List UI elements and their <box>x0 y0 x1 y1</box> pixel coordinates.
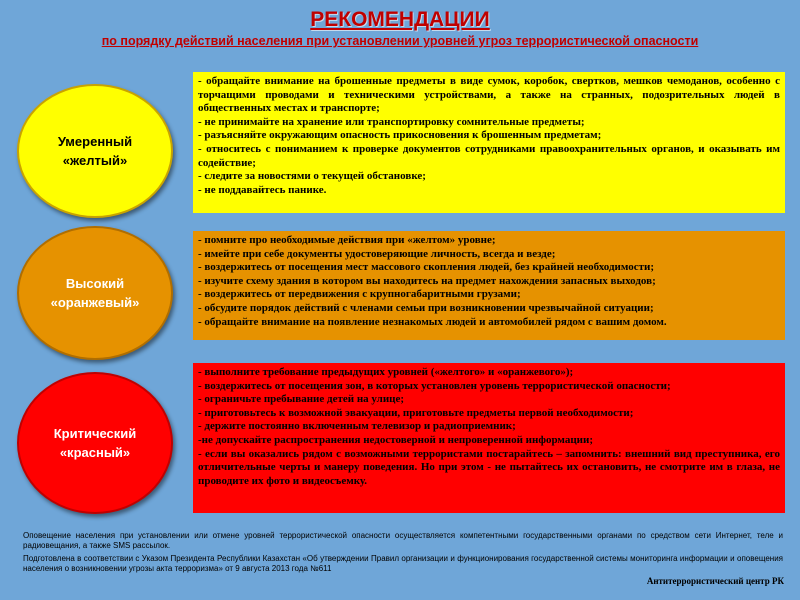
list-item: - не принимайте на хранение или транспортировку сомнительные предметы; <box>198 115 585 128</box>
notes <box>23 531 783 577</box>
level-red-name: Критический <box>53 426 137 441</box>
level-yellow-color: «желтый» <box>62 153 128 168</box>
list-item: - относитесь с пониманием к проверке документов сотрудниками правоохранительных органов, и оказывать им содействие; <box>198 142 780 169</box>
list-item: - следите за новостями о текущей обстановке; <box>198 170 426 183</box>
list-item: -не допускайте распространения недостоверной и непроверенной информации; <box>198 433 593 446</box>
level-red-recommendations <box>193 363 785 513</box>
level-orange-recommendations <box>193 231 785 340</box>
level-orange-badge <box>17 226 173 360</box>
page-subtitle: по порядку действий населения при установлении уровней угроз террористической опасности <box>101 34 699 48</box>
footer-organization: Антитеррористический центр РК <box>646 576 784 586</box>
list-item: - обращайте внимание на брошенные предметы в виде сумок, коробок, свертков, мешков чемоданов, особенно с торчащими проводами и техническими устройствами, а также на странных, подозрительных людей в общественных местах и транспорте; <box>198 75 780 115</box>
level-red-badge <box>17 372 173 514</box>
list-item: - выполните требование предыдущих уровней («желтого» и «оранжевого»); <box>198 366 574 378</box>
list-item: - помните про необходимые действия при «желтом» уровне; <box>198 234 496 246</box>
list-item: - воздержитесь от посещения зон, в которых установлен уровень террористической опасности; <box>198 379 671 392</box>
level-orange-color: «оранжевый» <box>50 295 140 310</box>
level-yellow-name: Умеренный <box>57 134 133 149</box>
list-item: - воздержитесь от посещения мест массового скопления людей, без крайней необходимости; <box>198 261 655 274</box>
list-item: - имейте при себе документы удостоверяющие личность, всегда и везде; <box>198 247 556 260</box>
level-orange-name: Высокий <box>65 276 125 291</box>
level-red-color: «красный» <box>59 445 131 460</box>
note-notification: Оповещение населения при установлении или отмене уровней террористической опасности осуществляется компетентными государственными органами по средством сети Интернет, теле и радиовещания, а также SMS рассылок. <box>23 531 783 550</box>
list-item: - обращайте внимание на появление незнакомых людей и автомобилей рядом с вашим домом. <box>198 315 667 328</box>
list-item: - держите постоянно включенным телевизор и радиоприемник; <box>198 420 516 433</box>
list-item: - если вы оказались рядом с возможными террористами постарайтесь – запомнить: внешний вид преступника, его отличительные черты и манеру поведения. Но при этом - не пытайтесь их остановить, не смотрите им в глаза, не проводите их фото и видеосъемку. <box>198 447 780 487</box>
level-yellow-recommendations <box>193 72 785 213</box>
page-title: РЕКОМЕНДАЦИИ <box>310 8 490 31</box>
list-item: - изучите схему здания в котором вы находитесь на предмет нахождения запасных выходов; <box>198 274 656 287</box>
list-item: - воздержитесь от передвижения с крупногабаритными грузами; <box>198 288 521 301</box>
level-yellow-badge <box>17 84 173 218</box>
list-item: - приготовьтесь к возможной эвакуации, приготовьте предметы первой необходимости; <box>198 406 634 419</box>
list-item: - разъясняйте окружающим опасность прикосновения к брошенным предметам; <box>198 129 602 142</box>
list-item: - ограничьте пребывание детей на улице; <box>198 393 405 406</box>
note-legal-basis: Подготовлена в соответствии с Указом Президента Республики Казахстан «Об утверждении Правил организации и функционирования государственной системы мониторинга информации и оповещения населения о возникновении угрозы акта терроризма» от 9 августа 2013 года №611 <box>23 554 783 573</box>
list-item: - не поддавайтесь панике. <box>198 183 327 196</box>
list-item: - обсудите порядок действий с членами семьи при возникновении чрезвычайной ситуации; <box>198 301 654 314</box>
